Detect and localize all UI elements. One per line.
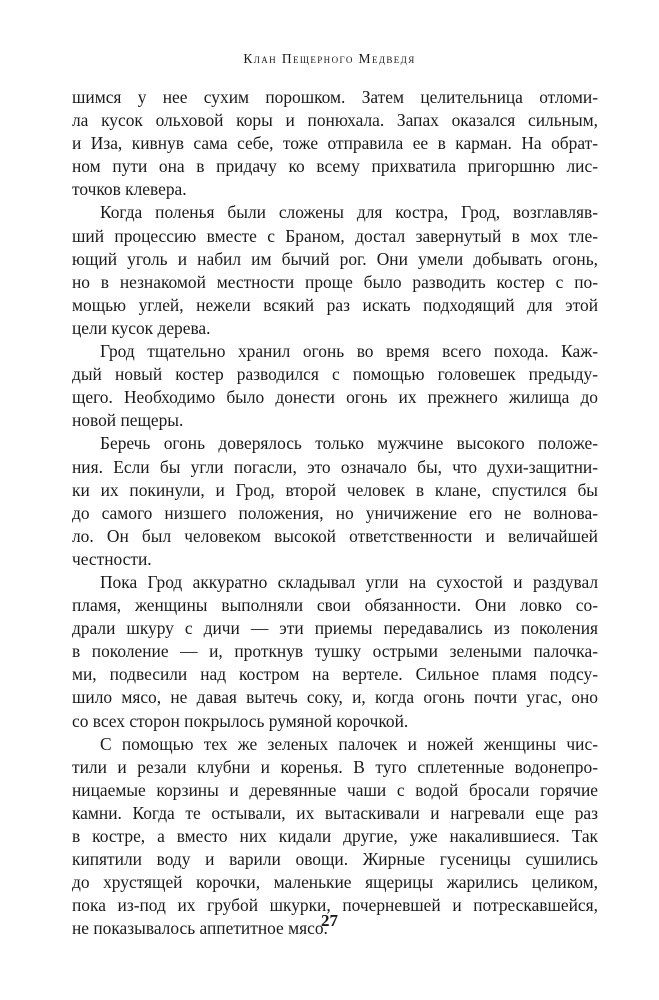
text-line: в поколение — и, проткнув тушку острыми зелеными палочка- — [72, 641, 598, 662]
text-line: ший процессию вместе с Браном, достал завернутый в мох тле- — [72, 225, 598, 246]
text-line: ющий уголь и набил им бычий рог. Они умели добывать огонь, — [72, 248, 598, 269]
text-line: до хрустящей корочки, маленькие ящерицы жарились целиком, — [72, 872, 598, 893]
text-line: Когда поленья были сложены для костра, Грод, возглавляв- — [100, 202, 598, 223]
text-line: и Иза, кивнув сама себе, тоже отправила ее в карман. На обрат- — [72, 133, 598, 154]
text-line: не показывалось аппетитное мясо. — [72, 918, 328, 939]
text-line: точков клевера. — [72, 179, 187, 200]
text-line: ния. Если бы угли погасли, это означало бы, что духи-защитни- — [72, 456, 598, 477]
text-line: ки их покинули, и Грод, второй человек в клане, спустился бы — [72, 479, 598, 500]
text-line: ном пути она в придачу ко всему прихватила пригоршню лис- — [72, 156, 598, 177]
text-line: С помощью тех же зеленых палочек и ножей женщины чис- — [100, 733, 598, 754]
text-line: щего. Необходимо было донести огонь их прежнего жилища до — [72, 387, 598, 408]
paragraph — [72, 340, 598, 432]
text-line: шило мясо, не давая вытечь соку, и, когда огонь почти угас, оно — [72, 687, 598, 708]
text-line: шимся у нее сухим порошком. Затем целительница отломи- — [72, 87, 598, 107]
paragraph — [72, 733, 598, 941]
text-line: со всех сторон покрылось румяной корочкой. — [72, 710, 409, 731]
text-line: тили и резали клубни и коренья. В туго сплетенные водонепро- — [72, 756, 598, 777]
text-line: новой пещеры. — [72, 410, 184, 431]
text-line: Грод тщательно хранил огонь во время всего похода. Каж- — [100, 341, 598, 362]
text-line: мощью углей, нежели всякий раз искать подходящий для этой — [72, 294, 598, 315]
text-line: ми, подвесили над костром на вертеле. Сильное пламя подсу- — [72, 664, 598, 685]
text-line: ла кусок ольховой коры и понюхала. Запах оказался сильным, — [72, 110, 598, 131]
text-line: до самого низшего положения, но уничижение его не волнова- — [72, 502, 598, 523]
text-line: драли шкуру с дичи — эти приемы передавались из поколения — [72, 618, 598, 639]
paragraph — [72, 86, 598, 201]
paragraph — [72, 571, 598, 733]
text-line: Беречь огонь доверялось только мужчине высокого положе- — [100, 433, 598, 454]
text-line: в костре, а вместо них кидали другие, уже накалившиеся. Так — [72, 826, 598, 846]
paragraph — [72, 201, 598, 340]
page-number: 27 — [321, 911, 338, 930]
text-line: кипятили воду и варили овощи. Жирные гусеницы сушились — [72, 849, 598, 870]
text-line: цели кусок дерева. — [72, 317, 211, 338]
body-text — [72, 86, 598, 940]
text-line: ло. Он был человеком высокой ответственности и величайшей — [72, 525, 598, 546]
text-line: дый новый костер разводился с помощью головешек предыду- — [72, 364, 598, 385]
text-line: пламя, женщины выполняли свои обязанности. Они ловко со- — [72, 595, 598, 616]
paragraph — [72, 432, 598, 571]
text-line: но в незнакомой местности проще было разводить костер с по- — [72, 271, 598, 292]
running-head: Клан Пещерного Медведя — [243, 51, 416, 66]
text-line: Пока Грод аккуратно складывал угли на сухостой и раздувал — [100, 571, 598, 592]
text-line: пока из-под их грубой шкурки, почерневшей и потрескавшейся, — [72, 895, 598, 916]
text-line: честности. — [72, 548, 152, 569]
text-line: камни. Когда те остывали, их вытаскивали и нагревали еще раз — [72, 802, 598, 823]
text-line: ницаемые корзины и деревянные чаши с водой бросали горячие — [72, 779, 598, 800]
